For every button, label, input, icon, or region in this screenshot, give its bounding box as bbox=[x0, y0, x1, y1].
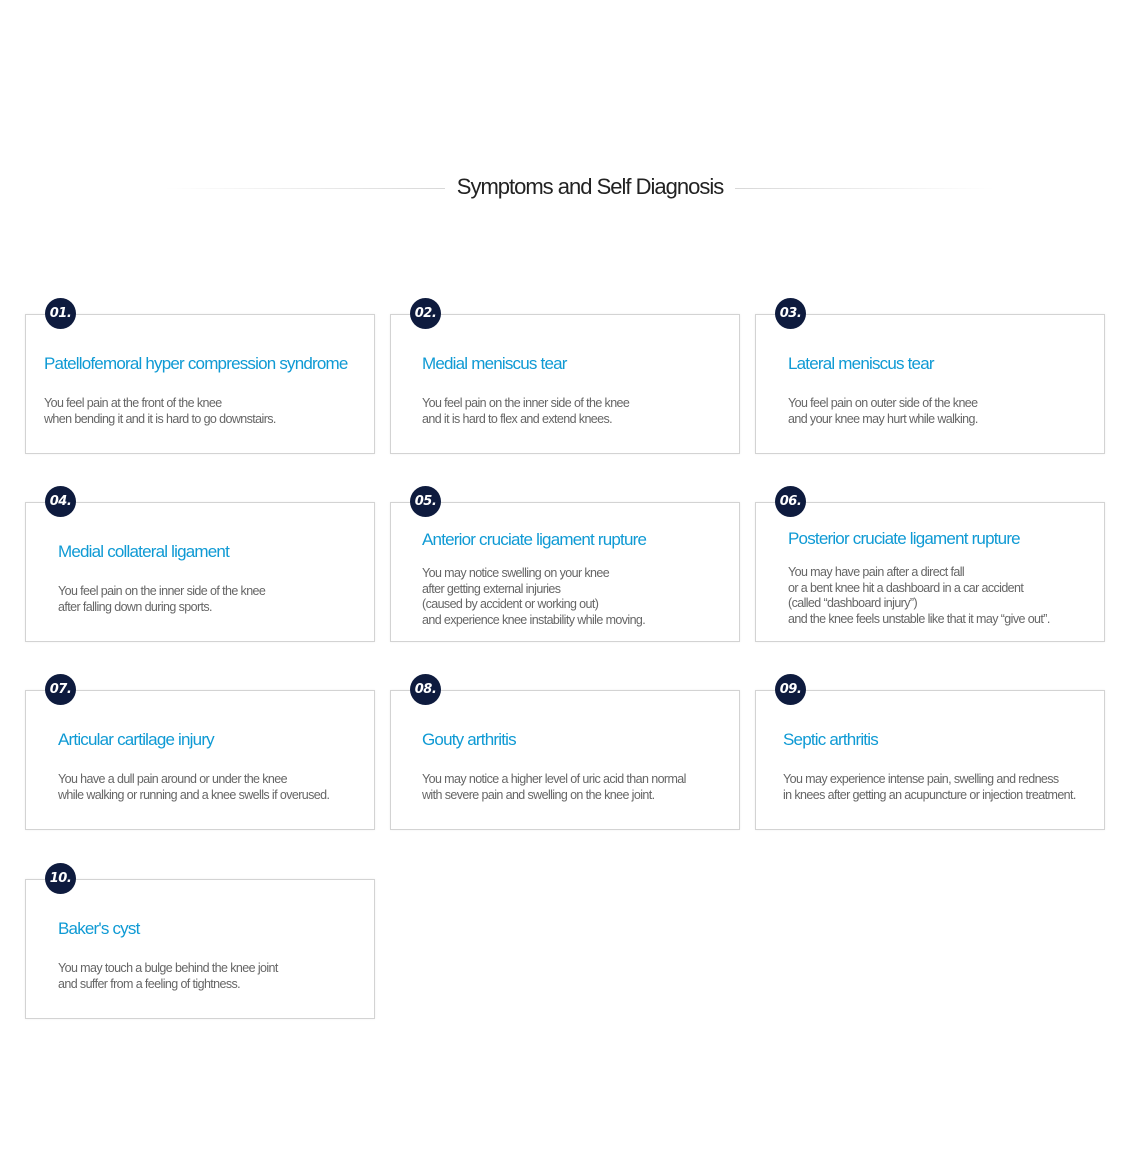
card-description-line: or a bent knee hit a dashboard in a car accident bbox=[788, 580, 1024, 595]
card-number-badge: 02. bbox=[410, 298, 441, 329]
card-description-line: You may have pain after a direct fall bbox=[788, 565, 965, 579]
card-description-line: (called “dashboard injury”) bbox=[788, 596, 918, 611]
card-description-line: and it is hard to flex and extend knees. bbox=[422, 411, 613, 426]
card-description bbox=[44, 396, 276, 427]
card-title: Medial meniscus tear bbox=[422, 354, 567, 373]
symptom-card-07 bbox=[25, 682, 375, 830]
card-description-line: You may notice a higher level of uric acid than normal bbox=[422, 772, 686, 786]
symptom-card-06 bbox=[755, 494, 1105, 642]
card-title: Septic arthritis bbox=[783, 730, 878, 749]
card-title: Anterior cruciate ligament rupture bbox=[422, 530, 647, 549]
card-description-line: when bending it and it is hard to go downstairs. bbox=[44, 411, 276, 426]
card-number-badge: 08. bbox=[410, 674, 441, 705]
card-description-line: You may notice swelling on your knee bbox=[422, 566, 610, 580]
card-description bbox=[788, 396, 978, 427]
card-number-badge: 10. bbox=[45, 863, 76, 894]
card-description-line: and your knee may hurt while walking. bbox=[788, 411, 978, 426]
card-description bbox=[58, 584, 265, 615]
card-description-line: while walking or running and a knee swells if overused. bbox=[58, 787, 330, 802]
card-description-line: after getting external injuries bbox=[422, 581, 561, 596]
card-description bbox=[788, 565, 1050, 627]
symptom-card-08 bbox=[390, 682, 740, 830]
symptom-card-09 bbox=[755, 682, 1105, 830]
card-description bbox=[422, 566, 645, 628]
card-description-line: (caused by accident or working out) bbox=[422, 597, 599, 612]
page-title: Symptoms and Self Diagnosis bbox=[456, 174, 724, 199]
card-description-line: You may experience intense pain, swelling and redness bbox=[783, 772, 1059, 786]
card-number-badge: 04. bbox=[45, 486, 76, 517]
card-description-line: You may touch a bulge behind the knee joint bbox=[58, 961, 278, 975]
card-title: Baker's cyst bbox=[58, 919, 140, 938]
card-description bbox=[58, 772, 329, 803]
card-number-badge: 01. bbox=[45, 298, 76, 329]
card-title: Patellofemoral hyper compression syndrome bbox=[44, 354, 348, 373]
card-description-line: You feel pain at the front of the knee bbox=[44, 396, 222, 410]
card-title: Gouty arthritis bbox=[422, 730, 516, 749]
card-description bbox=[58, 961, 278, 992]
card-title: Articular cartilage injury bbox=[58, 730, 214, 749]
card-description bbox=[422, 772, 686, 803]
card-description bbox=[783, 772, 1076, 803]
card-description-line: You feel pain on the inner side of the knee bbox=[58, 584, 266, 598]
symptom-card-05 bbox=[390, 494, 740, 642]
card-description bbox=[422, 396, 629, 427]
card-number-badge: 06. bbox=[775, 486, 806, 517]
card-number-badge: 07. bbox=[45, 674, 76, 705]
card-title: Posterior cruciate ligament rupture bbox=[788, 529, 1020, 548]
card-number-badge: 09. bbox=[775, 674, 806, 705]
card-description-line: with severe pain and swelling on the knee joint. bbox=[422, 787, 655, 802]
card-description-line: and experience knee instability while moving. bbox=[422, 612, 646, 627]
symptom-card-02 bbox=[390, 306, 740, 454]
symptom-card-03 bbox=[755, 306, 1105, 454]
card-title: Lateral meniscus tear bbox=[788, 354, 934, 373]
card-description-line: You have a dull pain around or under the knee bbox=[58, 772, 287, 786]
card-description-line: and suffer from a feeling of tightness. bbox=[58, 976, 241, 991]
card-number-badge: 05. bbox=[410, 486, 441, 517]
card-description-line: and the knee feels unstable like that it may “give out”. bbox=[788, 611, 1050, 626]
card-description-line: You feel pain on the inner side of the knee bbox=[422, 396, 630, 410]
symptom-card-04 bbox=[25, 494, 375, 642]
card-title: Medial collateral ligament bbox=[58, 542, 230, 561]
symptom-card-01 bbox=[25, 306, 375, 454]
card-description-line: You feel pain on outer side of the knee bbox=[788, 396, 978, 410]
card-description-line: in knees after getting an acupuncture or injection treatment. bbox=[783, 787, 1076, 802]
card-number-badge: 03. bbox=[775, 298, 806, 329]
symptom-card-10 bbox=[25, 871, 375, 1019]
card-description-line: after falling down during sports. bbox=[58, 599, 212, 614]
